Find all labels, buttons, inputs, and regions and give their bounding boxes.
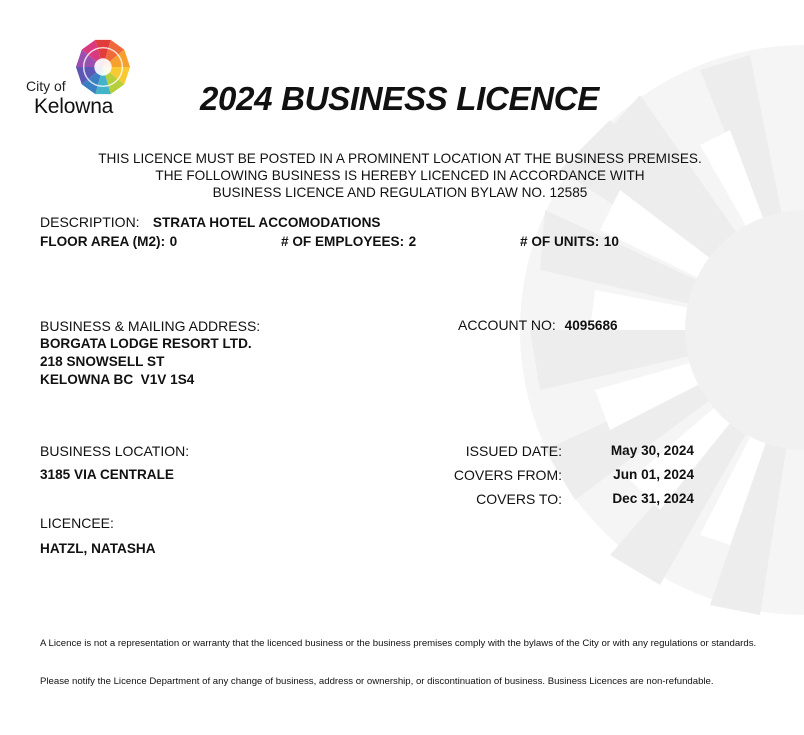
page-title: 2024 BUSINESS LICENCE: [200, 80, 599, 117]
covers-to-label: COVERS TO:: [476, 491, 562, 507]
mailing-address-line-3: KELOWNA BC V1V 1S4: [40, 372, 195, 387]
account-number-label: ACCOUNT NO:: [458, 317, 556, 333]
date-values: [580, 439, 694, 511]
covers-to-value: Dec 31, 2024: [612, 491, 694, 506]
business-location-label: BUSINESS LOCATION:: [40, 443, 190, 459]
units-value: 10: [603, 234, 619, 249]
city-logo: [24, 38, 136, 122]
employees: [281, 233, 416, 251]
business-location: [40, 439, 189, 487]
employees-value: 2: [408, 234, 417, 249]
account-number: [458, 317, 618, 335]
floor-area-label: FLOOR AREA (M2):: [40, 234, 166, 249]
logo-city-of: City of: [26, 78, 66, 94]
licencee: [40, 511, 156, 561]
account-number-value: 4095686: [564, 318, 618, 333]
kelowna-logo-mark-icon: [74, 38, 132, 96]
units: [520, 233, 619, 251]
licencee-value: HATZL, NATASHA: [40, 541, 156, 556]
date-labels: [420, 439, 562, 511]
notice-line-3: BUSINESS LICENCE AND REGULATION BYLAW NO. 12585: [212, 185, 588, 200]
logo-kelowna: Kelowna: [34, 95, 114, 118]
issued-date-value: May 30, 2024: [610, 443, 694, 458]
business-location-value: 3185 VIA CENTRALE: [40, 467, 174, 482]
employees-label: # OF EMPLOYEES:: [281, 234, 405, 249]
mailing-address-line-2: 218 SNOWSELL ST: [40, 354, 165, 369]
mailing-address: [40, 317, 260, 389]
licencee-label: LICENCEE:: [40, 515, 114, 531]
covers-from-label: COVERS FROM:: [453, 467, 562, 483]
issued-date-label: ISSUED DATE:: [465, 443, 562, 459]
description-row: [40, 214, 380, 232]
description-label: DESCRIPTION:: [40, 214, 140, 230]
mailing-address-label: BUSINESS & MAILING ADDRESS:: [40, 318, 261, 334]
disclaimer-paragraph: A Licence is not a representation or warranty that the licenced business or the business premises comply with the bylaws of the City or with any regulations or standards.: [40, 638, 757, 649]
units-label: # OF UNITS:: [520, 234, 600, 249]
notice-line-1: THIS LICENCE MUST BE POSTED IN A PROMINENT LOCATION AT THE BUSINESS PREMISES.: [98, 151, 702, 166]
description-value: STRATA HOTEL ACCOMODATIONS: [152, 215, 381, 230]
covers-from-value: Jun 01, 2024: [613, 467, 694, 482]
posting-notice: [40, 150, 760, 201]
notification-paragraph: Please notify the Licence Department of any change of business, address or ownership, or discontinuation of business. Business Licences are non-refundable.: [40, 676, 714, 687]
mailing-address-line-1: BORGATA LODGE RESORT LTD.: [40, 336, 252, 351]
floor-area-value: 0: [169, 234, 178, 249]
floor-area: [40, 233, 177, 251]
notice-line-2: THE FOLLOWING BUSINESS IS HEREBY LICENCED IN ACCORDANCE WITH: [155, 168, 645, 183]
